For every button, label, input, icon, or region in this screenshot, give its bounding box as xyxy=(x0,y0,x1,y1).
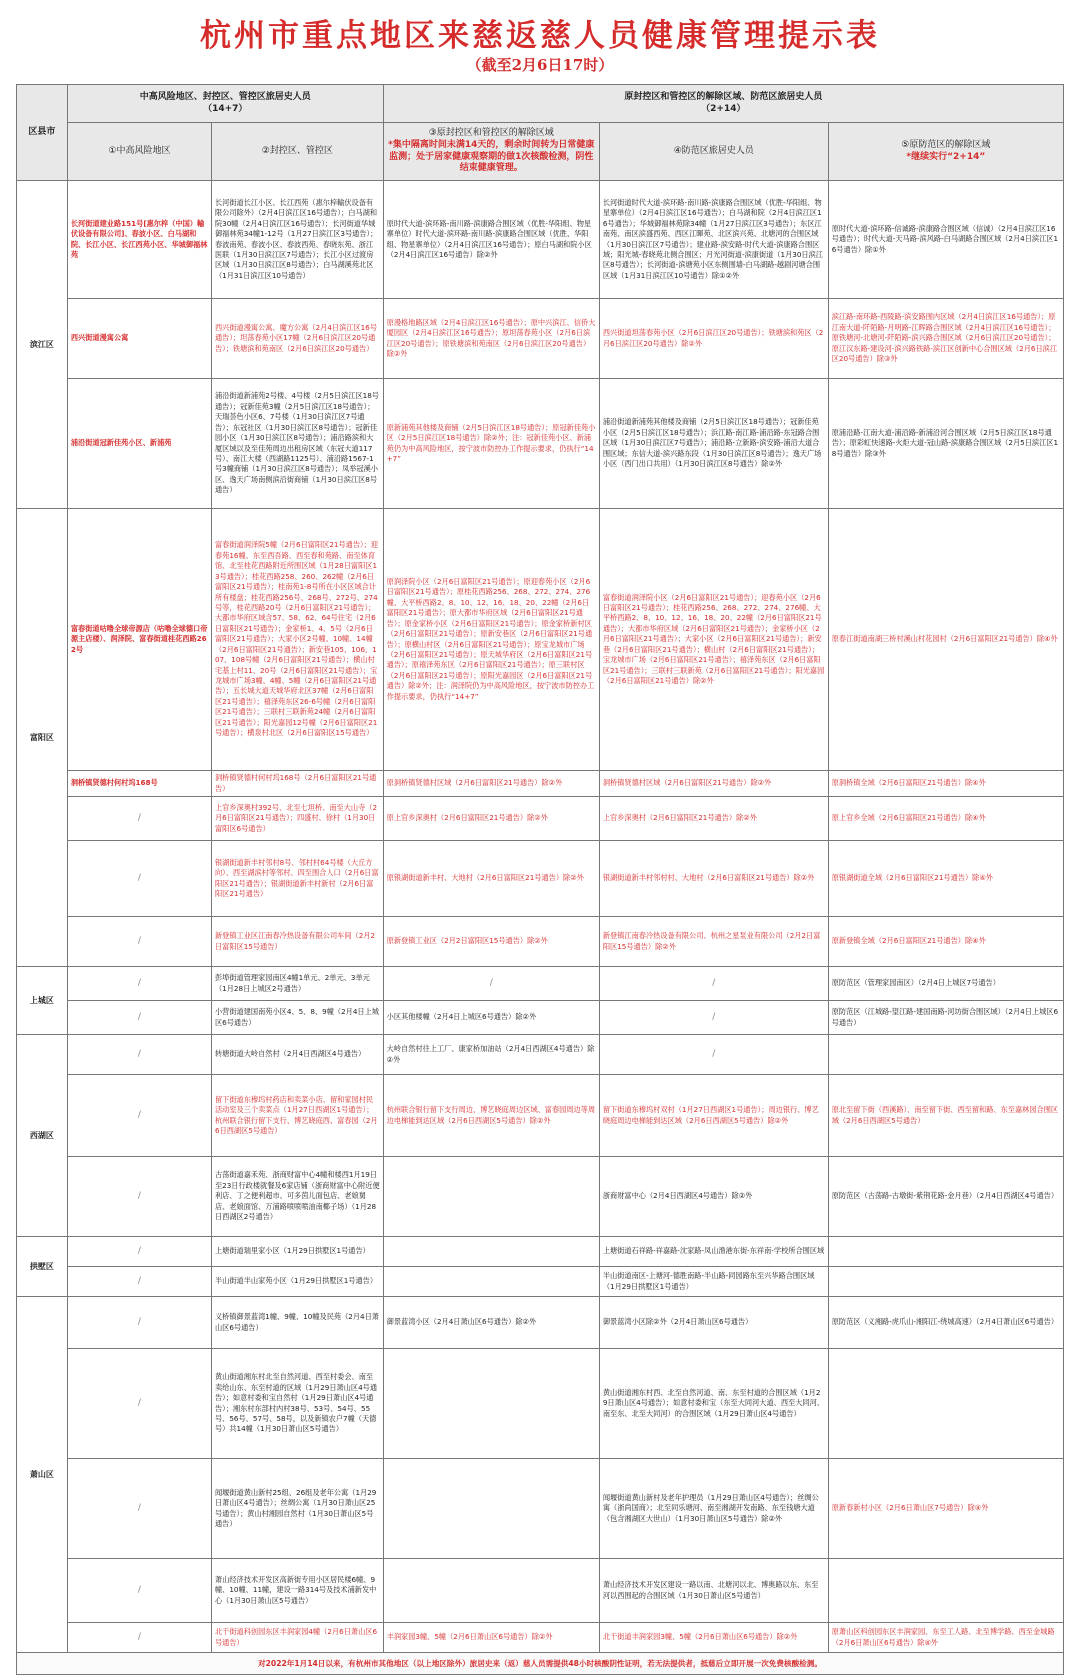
table-row xyxy=(17,797,1064,841)
table-cell: 黄山街道湘东村西、北至自然河道、南、东至村道的合围区域（1月29日萧山区4号通告）；如意村委和宝（东至大同河大道、西至大同河、南至东、北至大同河）的合围区域（1月29日萧山区4号通告） xyxy=(599,1349,828,1459)
table-cell: / xyxy=(67,1267,211,1297)
table-cell: 上塘街道石祥路-祥嘉路-沈家路-凤山渔港东街-东祥南-学校所合围区域 xyxy=(599,1237,828,1267)
district-fuyang: 富阳区 xyxy=(17,509,68,967)
table-cell: 原新登镇全域（2月6日富阳区21号通告）除④外 xyxy=(828,917,1063,967)
table-row xyxy=(17,1001,1064,1035)
table-cell: / xyxy=(67,797,211,841)
table-cell: 洞桥镇贤德村何村坞168号（2月6日富阳区21号通告） xyxy=(211,771,383,797)
table-cell: 富春街道润泽院小区（2月6日富阳区21号通告）；迎春苑小区（2月6日富阳区21号通告）；桂花西路256、268、272、274、276幢、大平桥西路2、8、10、12、16、18、20、22幢（2月6日富阳区21号通告）；大都市华府区域（2月6日富阳区21号通告）；金家桥小区（2月6日富阳区21号通告）；大家小区（2月6日富阳区21号通告）；新安巷（2月6日富阳区21号通告）；横山村（2月6日富阳区21号通告）；宝龙城市广场（2月6日富阳区21号通告）；禧泽苑东区（2月6日富阳区21号通告）；三联村三联新苑（2月6日富阳区21号通告）；阳光嘉园（2月6日富阳区21号通告）除②外 xyxy=(599,509,828,771)
table-cell: 富春街道咕噜全球帝源店（咕噜全球德口帝源主店楼）、润泽院、富春街道桂花西路262号 xyxy=(67,509,211,771)
table-cell: 原漫格地路区域（2月4日滨江区16号通告）；原中兴滨江、信侨大厦园区（2月4日滨江区16号通告）；原坦荡春苑小区（2月6日滨江区20号通告）；原铁塘滨和苑南区（2月6日滨江区20号通告）除②外 xyxy=(383,299,599,379)
table-cell: 滨江路-南环路-西陵路-滨安路围内区域（2月4日滨江区16号通告）；原江南大道-阡陌路-月明路-江晖路合围区域（2月4日滨江区16号通告）；原铁塘河-北塘河-阡陌路-滨兴路合围区域（2月6日滨江区20号通告）；原江汉东路-建设河-滨兴路铁路-滨江区创新中心合围区域（2月6日滨江区20号通告）除③外 xyxy=(828,299,1063,379)
table-cell: 半山街道半山家苑小区（1月29日拱墅区1号通告） xyxy=(211,1267,383,1297)
district-xiaoshan: 萧山区 xyxy=(17,1297,68,1653)
table-cell: / xyxy=(383,967,599,1001)
table-cell: 原上官乡全域（2月6日富阳区21号通告）除④外 xyxy=(828,797,1063,841)
table-cell: 银湖街道新丰村邻村村、大地村（2月6日富阳区21号通告）除②外 xyxy=(599,841,828,917)
district-binjiang: 滨江区 xyxy=(17,181,68,509)
table-cell: 转塘街道大岭自然村（2月4日西湖区4号通告） xyxy=(211,1035,383,1075)
table-cell: 原银湖街道全域（2月6日富阳区21号通告）除④外 xyxy=(828,841,1063,917)
table-cell: 义桥镇御景蓝湾1幢、9幢、10幢及民苑（2月4日萧山区6号通告） xyxy=(211,1297,383,1349)
table-row xyxy=(17,299,1064,379)
table-cell: / xyxy=(67,1075,211,1157)
table-row xyxy=(17,771,1064,797)
table-row xyxy=(17,1237,1064,1267)
district-xihu: 西湖区 xyxy=(17,1035,68,1237)
footer-row xyxy=(17,1653,1064,1675)
table-cell: / xyxy=(67,1157,211,1237)
table-cell: 西兴街道坦荡春苑小区（2月6日滨江区20号通告）；铁塘滨和苑区（2月6日滨江区20号通告）除②外 xyxy=(599,299,828,379)
table-cell: 原新登镇工业区（2月2日富阳区15号通告）除②外 xyxy=(383,917,599,967)
table-cell: 原春江街道南湖三桥村溪山村花园村（2月6日富阳区21号通告）除④外 xyxy=(828,509,1063,771)
table-cell: 原萧山区科创园东区丰润家园、东至工人路、北至博学路、西至金城路（2月6日萧山区6号通告）除④外 xyxy=(828,1623,1063,1653)
table-cell: 原北至留下街（西溪路）、南至留下街、西至留和路、东至嘉林园合围区域（2月6日西湖区5号通告） xyxy=(828,1075,1063,1157)
table-cell: 北干街道丰润家园3幢、5幢（2月6日萧山区6号通告）除②外 xyxy=(599,1623,828,1653)
table-cell: 上官乡深奥村392号、北至七坦桥、南至大山寺（2月6日富阳区21号通告）；四盛村、徐村（1月30日富阳区6号通告） xyxy=(211,797,383,841)
table-cell: 原时代大道-滨环路-信诚路-滨康路合围区域（信诚）（2月4日滨江区16号通告）；时代大道-天马路-滨风路-白马湖路合围区域（2月4日滨江区16号通告）除①外 xyxy=(828,181,1063,299)
table-cell: / xyxy=(67,917,211,967)
table-cell: / xyxy=(599,967,828,1001)
table-cell: 黄山街道湘东村北至自然河道、西至村委会、南至卖给山东、东至村道的区域（1月29日萧山区4号通告）；如意村委和宝自然村（1月29日萧山区4号通告）；湘东村东部村内村38号、53号、54号、55号、56号、57号、58号，以及新镇农户7幢（天德号）共14幢（1月30日萧山区5号通告） xyxy=(211,1349,383,1459)
district-header: 区县市 xyxy=(17,85,68,181)
table-row xyxy=(17,1559,1064,1623)
page-subtitle: （截至2月6日17时） xyxy=(466,56,614,74)
table-cell: 杭州联合银行留下支行周边、博艺晓庭周边区域、富春园周边等周边电梯能到达区域（2月6日西湖区5号通告）除②外 xyxy=(383,1075,599,1157)
table-cell: 留下街道东穆坞村药店和卖菜小店、留和家园村民活动室及三个卖菜点（1月27日西湖区1号通告）；杭州联合银行留下支行、博艺晓庭西、富春园（2月6日西湖区5号通告） xyxy=(211,1075,383,1157)
table-cell: 浙商财富中心（2月4日西湖区4号通告）除②外 xyxy=(599,1157,828,1237)
table-cell xyxy=(383,1349,599,1459)
table-row xyxy=(17,841,1064,917)
table-cell: 萧山经济技术开发区建设一路以南、北塘河以北、博奥路以东、东至河以西围起的合围区域（1月30日萧山区5号通告） xyxy=(599,1559,828,1623)
table-row xyxy=(17,1267,1064,1297)
table-cell: 新登镇江南春冷热设备有限公司、杭州之星泵业有限公司（2月2日富阳区15号通告）除②外 xyxy=(599,917,828,967)
table-cell: 原防范区（管理家园南区）（2月4日上城区7号通告） xyxy=(828,967,1063,1001)
table-cell: / xyxy=(67,841,211,917)
table-row xyxy=(17,1349,1064,1459)
table-cell: 长河街道长江小区、长江西苑（惠尔梓輸伏设备有限公司除外）（2月4日滨江区16号通告）；白马湖和院30幢（2月4日滨江区16号通告）；长河街道华城御福林苑34幢1-12号（1月27日滨江区3号通告）；春波南苑、春波小区、春波西苑、春晓东苑、浙江医联（1月30日滨江区7号通告）；长江小区过渡房区域（1月30日滨江区8号通告）；白马湖溪苑北区（1月31日滨江区10号通告） xyxy=(211,181,383,299)
table-cell: 原润泽院小区（2月6日富阳区21号通告）；原迎春苑小区（2月6日富阳区21号通告）；原桂花西路256、268、272、274、276幢、大平桥西路2、8、10、12、16、18、20、22幢（2月6日富阳区21号通告）；原大都市华府区域（2月6日富阳区21号通告）；原金家桥小区（2月6日富阳区21号通告）；原金家桥新村区（2月6日富阳区21号通告）；原新安巷区（2月6日富阳区21号通告）；原横山村区（2月6日富阳区21号通告）；原宝龙城市广场（2月6日富阳区21号通告）；原天城华府区（2月6日富阳区21号通告）；原禧泽苑东区（2月6日富阳区21号通告）；原三联村区（2月6日富阳区21号通告）；原阳光嘉园区（2月6日富阳区21号通告）除②外；注：润泽院仍为中高风险地区，按宁波市防控办工作提示要求，仍执行“14+7” xyxy=(383,509,599,771)
table-cell: 新登镇工业区江南春冷热设备有限公司车间（2月2日富阳区15号通告） xyxy=(211,917,383,967)
table-cell xyxy=(828,1035,1063,1075)
table-cell: 萧山经济技术开发区高新街专用小区居民楼6幢、9幢、10幢、11幢，建设一路314号及技术浦新发中心（1月30日萧山区5号通告） xyxy=(211,1559,383,1623)
table-cell: 长河街道建业路151号[惠尔梓（中国）輸伏设备有限公司]、春波小区、白马湖和院、长江小区、长江西苑小区、华城御福林苑 xyxy=(67,181,211,299)
table-cell: 洞桥镇贤德村何村坞168号 xyxy=(67,771,211,797)
table-cell xyxy=(828,1237,1063,1267)
table-row xyxy=(17,1075,1064,1157)
table-row xyxy=(17,1459,1064,1559)
table-cell: / xyxy=(599,1035,828,1075)
table-cell: 古荡街道嘉禾苑、浙商财富中心4幢和楼西1月19日至23日行政楼就餐及6家店铺（浙商财富中心附近便利店、丁之便利超市、可多茵儿面包店、老娘舅店、老娘面馆、万浦路喷喷喷油南椰子场）（1月28日西湖区2号通告） xyxy=(211,1157,383,1237)
table-cell: 富春街道润泽院5幢（2月6日富阳区21号通告）；迎春苑16幢、东至西吾路、西至春和苑路、南至体育馆、北至桂花西路附近所围区域（1月28日富阳区13号通告）；桂花西路258、260、262幢（2月6日富阳区21号通告）；桂南苑1-8号所在小区区域合计所有楼盘；桂花西路256号、268号、272号、274号等，桂花西路20号（2月6日富阳区21号通告）；大都市华府区域含57、58、62、64号住宅（2月6日富阳区21号通告）；金家桥1、4、5号（2月6日富阳区21号通告）；大家小区2号幢、10幢、14幢（2月6日富阳区21号通告）；新安巷105、106、107、108号幢（2月6日富阳区21号通告）；横山村宅基上村11、20号（2月6日富阳区21号通告）；宝龙城市广场3幢、4幢、5幢（2月6日富阳区21号通告）；五长城大道天城华府北区37幢（2月6日富阳区21号通告）；禧泽苑东区26-6号幢（2月6日富阳区21号通告）；三联村三联新苑24幢（2月6日富阳区21号通告）；阳光嘉园12号幢（2月6日富阳区21号通告）；横泉村北区（2月6日富阳区15号通告） xyxy=(211,509,383,771)
table-cell: 半山街道南区-上塘河-德胜南路-半山路-同园路东至兴华路合围区域（1月29日拱墅区1号通告） xyxy=(599,1267,828,1297)
table-cell xyxy=(383,1267,599,1297)
table-row xyxy=(17,379,1064,509)
table-row xyxy=(17,509,1064,771)
table-cell: 原新春新村小区（2月6日萧山区7号通告）除④外 xyxy=(828,1459,1063,1559)
table-cell: 长河街道时代大道-滨环路-南川路-滨康路合围区域（优胜-华阳组、物星寨单位）（2月4日滨江区16号通告）；白马湖和院（2月4日滨江区16号通告）；华城御福林苑除34幢（1月27日滨江区3号通告）；东区江南苑、南区滨盛西苑、西区江暉苑、北区滨兴苑、北塘河的合围区域（1月30日滨江区7号通告）；建业路-滨安路-时代大道-滨康路合围区域；阳光城-春晓苑北侧合围区；月光河街道-滨康街道（1月30日滨江区8号通告）；长河街道-滨塘苑小区东侧围墙-白马湖路-越剧河塘合围区域（1月31日滨江区10号通告）除①②外 xyxy=(599,181,828,299)
group2-header: 原封控区和管控区的解除区域、防范区旅居史人员 （2+14） xyxy=(383,85,1063,123)
table-row xyxy=(17,917,1064,967)
table-cell xyxy=(383,1157,599,1237)
table-cell xyxy=(383,1559,599,1623)
table-cell: 小区其他楼幢（2月4日上城区6号通告）除②外 xyxy=(383,1001,599,1035)
table-cell: 御景蓝湾小区（2月4日萧山区6号通告）除②外 xyxy=(383,1297,599,1349)
col2-header: ②封控区、管控区 xyxy=(211,123,383,181)
table-cell: 上官乡深奥村（2月6日富阳区21号通告）除②外 xyxy=(599,797,828,841)
group1-header: 中高风险地区、封控区、管控区旅居史人员 （14+7） xyxy=(67,85,383,123)
table-cell xyxy=(828,1559,1063,1623)
table-cell: 原防范区（江城路-望江路-建国南路-河坊街合围区域）（2月4日上城区6号通告） xyxy=(828,1001,1063,1035)
table-cell: / xyxy=(599,1001,828,1035)
table-cell: 小营街道建国南苑小区4、5、8、9幢（2月4日上城区6号通告） xyxy=(211,1001,383,1035)
table-cell: / xyxy=(67,1349,211,1459)
table-row xyxy=(17,967,1064,1001)
table-cell: / xyxy=(67,1559,211,1623)
table-cell: 闻堰街道黄山新村25组、26组及老年公寓（1月29日萧山区4号通告）；丝绸公寓（1月30日萧山区25号通告）；黄山村湘园自然村（1月30日萧山区5号通告） xyxy=(211,1459,383,1559)
table-cell: 御景蓝湾小区除②外（2月4日萧山区6号通告） xyxy=(599,1297,828,1349)
table-row xyxy=(17,1035,1064,1075)
table-cell xyxy=(383,1459,599,1559)
table-cell: 原上官乡深奥村（2月6日富阳区21号通告）除②外 xyxy=(383,797,599,841)
table-cell: 彭埠街道管理家园南区4幢1单元、2单元、3单元（1月28日上城区2号通告） xyxy=(211,967,383,1001)
table-cell: 北干街道科创园东区丰润家园4幢（2月6日萧山区6号通告） xyxy=(211,1623,383,1653)
table-cell: 浦沿街道冠新佳苑小区、新浦苑 xyxy=(67,379,211,509)
col4-header: ④防范区旅居史人员 xyxy=(599,123,828,181)
col1-header: ①中高风险地区 xyxy=(67,123,211,181)
table-cell: / xyxy=(67,1001,211,1035)
table-cell: / xyxy=(67,1459,211,1559)
table-cell: 上塘街道瑞里家小区（1月29日拱墅区1号通告） xyxy=(211,1237,383,1267)
table-cell: 原银湖街道新丰村、大地村（2月6日富阳区21号通告）除②外 xyxy=(383,841,599,917)
table-row xyxy=(17,1297,1064,1349)
table-row xyxy=(17,181,1064,299)
table-cell: 留下街道东穆坞村双村（1月27日西湖区1号通告）；周边银行、博艺晓庭周边电梯能到达区域（2月6日西湖区5号通告）除②外 xyxy=(599,1075,828,1157)
table-cell: / xyxy=(67,1035,211,1075)
col3-header: ③原封控区和管控区的解除区域 *集中隔离时间未满14天的，剩余时间转为日常健康监测；处于居家健康观察期的做1次核酸检测，阴性结束健康管理。 xyxy=(383,123,599,181)
table-row xyxy=(17,1157,1064,1237)
footer-note: 对2022年1月14日以来，有杭州市其他地区（以上地区除外）旅居史来（返）慈人员需提供48小时核酸阴性证明，若无法提供者，抵慈后立即开展一次免费核酸检测。 xyxy=(17,1653,1064,1675)
table-cell: 原时代大道-滨环路-南川路-滨康路合围区域（优胜-华阳组、物星寨单位）时代大道-滨环路-南川路-滨康路合围区域（优胜、华阳组、物星寨单位）（2月4日滨江区16号通告）；原白马湖和院小区（2月4日滨江区16号通告）除②外 xyxy=(383,181,599,299)
table-cell: 洞桥镇贤德村区域（2月6日富阳区21号通告）除②外 xyxy=(599,771,828,797)
table-cell: 银湖街道新丰村邻村8号、邻村村64号楼（大丘方向）、西至湖滨村等邻村、四至围合人口（2月6日富阳区21号通告）；银湖街道新丰村新村（2月6日富阳区21号通告） xyxy=(211,841,383,917)
table-cell: 原防范区（古荡路-古墩街-紫荆花路-金月巷）（2月4日西湖区4号通告） xyxy=(828,1157,1063,1237)
table-cell: 大岭自然村往上工厂、康家桥加油站（2月4日西湖区4号通告）除②外 xyxy=(383,1035,599,1075)
table-cell: / xyxy=(67,967,211,1001)
table-cell: 原洞桥镇全域（2月6日富阳区21号通告）除④外 xyxy=(828,771,1063,797)
table-cell: 浦沿街道新浦苑其他楼及商铺（2月5日滨江区18号通告）；冠新佳苑小区（2月5日滨江区18号通告）；浜江路-南江路-浦沿路-东冠路合围区域（1月30日滨江区7号通告）；浦沿路-立新路-滨安路-浦沿大道合围区域；东信大道-滨兴路东段（1月30日滨江区8号通告）；逸天广场小区（西门出口共用）（1月30日滨江区8号通告）除②外 xyxy=(599,379,828,509)
district-gongshu: 拱墅区 xyxy=(17,1237,68,1297)
table-cell: 原洞桥镇贤德村区域（2月6日富阳区21号通告）除②外 xyxy=(383,771,599,797)
table-cell: 浦沿街道新浦苑2号楼、4号楼（2月5日滨江区18号通告）；冠新佳苑3幢（2月5日滨江区18号通告）；天瑞荟色小区6、7号楼（1月30日滨江区7号通告）；东冠社区（1月30日滨江区8号通告）；冠新佳园小区（1月30日滨江区8号通告）；浦沿路滨和大厦区域以及至佳苑周边出租房区域（东冠大道117号）、南江大楼（西湖路1125号）、浦沿路1567-1号3幢商铺（1月30日滨江区8号通告）；凤举冠溪小区、逸天广场南侧滨沿街商铺（1月30日滨江区8号通告） xyxy=(211,379,383,509)
table-cell: 西兴街道漫寓公寓、魔方公寓（2月4日滨江区16号通告）；坦荡春苑小区17幢（2月6日滨江区20号通告）；铁塘滨和苑南区（2月6日滨江区20号通告） xyxy=(211,299,383,379)
table-cell: / xyxy=(67,1237,211,1267)
page-title: 杭州市重点地区来慈返慈人员健康管理提示表 xyxy=(200,18,880,54)
table-cell: 原浦沿路-江南大道-浦沿路-新浦沿河合围区域（2月5日滨江区18号通告）；原彩虹快速路-火炬大道-冠山路-滨康路合围区域（2月5日滨江区18号通告）除③外 xyxy=(828,379,1063,509)
table-cell: / xyxy=(67,1297,211,1349)
health-management-table xyxy=(16,84,1064,1675)
table-cell: 原新浦苑其他楼及商铺（2月5日滨江区18号通告）；原冠新佳苑小区（2月5日滨江区18号通告）除②外；注：冠新佳苑小区、新浦苑仍为中高风险地区，按宁波市防控办工作提示要求，仍执行“14+7” xyxy=(383,379,599,509)
col5-header: ⑤原防范区的解除区域 *继续实行“2+14” xyxy=(828,123,1063,181)
table-cell: / xyxy=(67,1623,211,1653)
table-cell: 原防范区（义湘路-虎爪山-湘阳江-绕城高速）（2月4日萧山区6号通告） xyxy=(828,1297,1063,1349)
table-cell: 西兴街道漫寓公寓 xyxy=(67,299,211,379)
table-cell: 丰润家园3幢、5幢（2月6日萧山区6号通告）除②外 xyxy=(383,1623,599,1653)
table-cell xyxy=(828,1349,1063,1459)
table-row xyxy=(17,1623,1064,1653)
district-shangcheng: 上城区 xyxy=(17,967,68,1035)
table-cell xyxy=(828,1267,1063,1297)
table-cell xyxy=(383,1237,599,1267)
table-cell: 闻堰街道黄山新村及老年护理员（1月29日萧山区4号通告）；丝绸公寓（浙尚国商）；北至同乐塘河、南至湘湖开发南路、东至钱塘大道（包含湘湖区大世山）（1月30日萧山区5号通告）除②外 xyxy=(599,1459,828,1559)
